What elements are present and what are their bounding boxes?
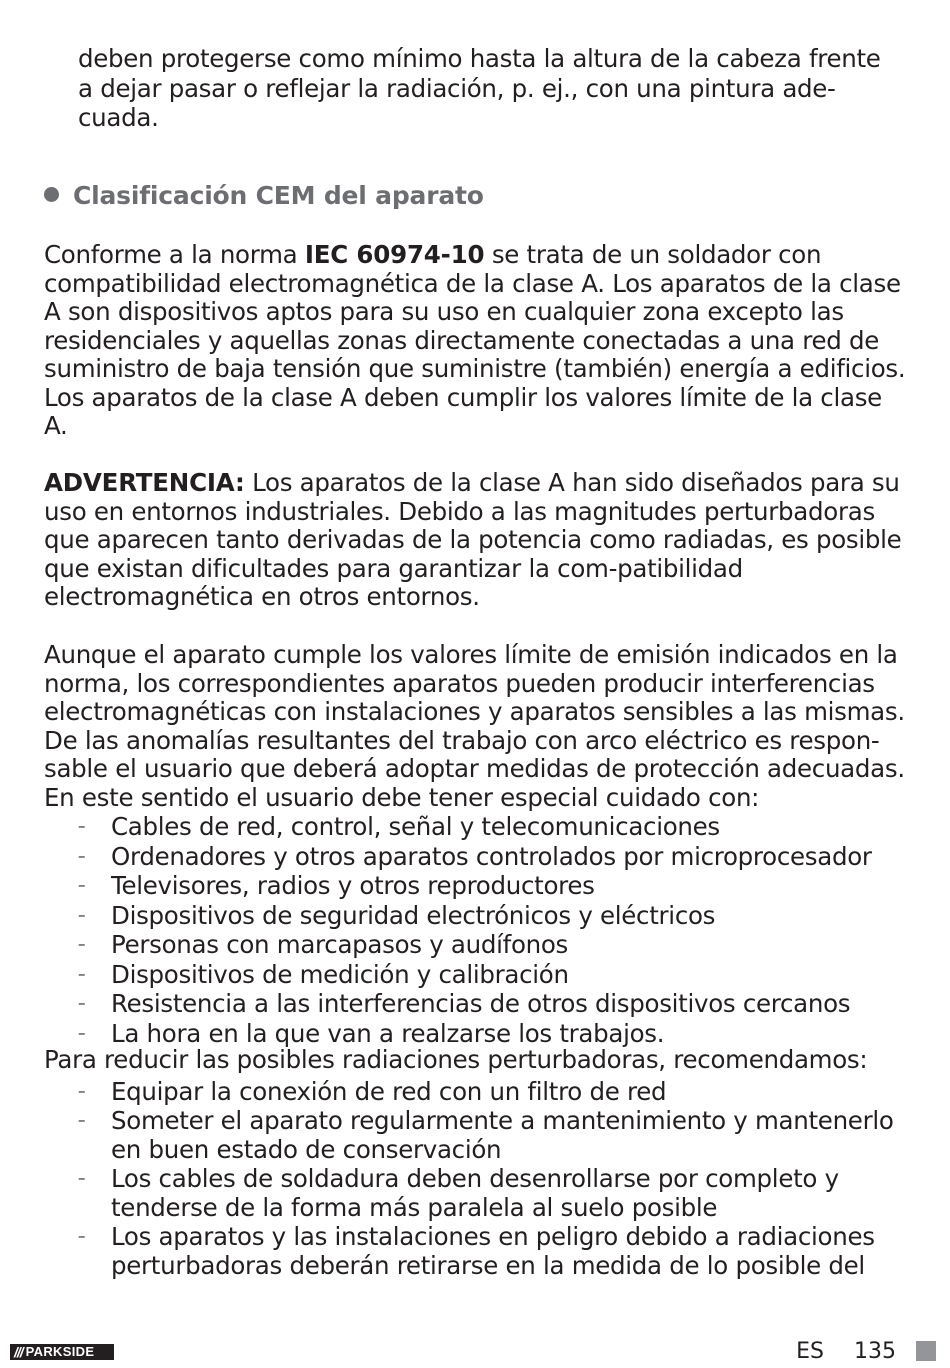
page-number: 135 <box>854 1338 896 1364</box>
intro-paragraph <box>78 44 908 133</box>
list-item <box>44 812 909 842</box>
list-item <box>44 1106 909 1164</box>
dash-icon: – <box>78 1111 86 1129</box>
list-item <box>44 1164 909 1222</box>
dash-icon: – <box>78 846 86 865</box>
dash-icon: – <box>78 905 86 924</box>
list-item-text: Cables de red, control, señal y telecomunicaciones <box>111 812 720 841</box>
page-marker-icon <box>916 1341 936 1361</box>
list-item <box>44 842 909 872</box>
intro-line: a dejar pasar o reflejar la radiación, p. ej., con una pintura ade- <box>78 73 836 103</box>
language-code: ES <box>796 1338 824 1364</box>
bullet-icon <box>44 187 59 202</box>
recommendations-list <box>44 1077 909 1280</box>
list-item-text: Someter el aparato regularmente a mantenimiento y mantenerlo en buen estado de conservación <box>111 1106 894 1164</box>
sensitive-devices-list <box>44 812 909 1048</box>
list-item <box>44 1019 909 1049</box>
dash-icon: – <box>78 1082 86 1100</box>
list-item <box>44 930 909 960</box>
list-item-text: Dispositivos de seguridad electrónicos y eléctricos <box>111 900 716 930</box>
list-item-text: Televisores, radios y otros reproductores <box>111 871 595 900</box>
list-item-text: Resistencia a las interferencias de otros dispositivos cercanos <box>111 989 851 1018</box>
emc-class-paragraph <box>44 241 909 441</box>
section-heading-text: Clasificación CEM del aparato <box>73 181 484 210</box>
warning-paragraph <box>44 469 909 612</box>
norm-reference: IEC 60974-10 <box>304 240 485 269</box>
list-item <box>44 960 909 990</box>
interference-paragraph: Aunque el aparato cumple los valores límite de emisión indicados en la norma, los correspondientes aparatos pueden producir interferencias electromagnéticas con instalaciones y aparatos sensibles a las mismas. De las anomalías resultantes del trabajo con arco eléctrico es respon-sable el usuario que deberá adoptar medidas de protección adecuadas. En este sentido el usuario debe tener especial cuidado con: <box>44 640 905 812</box>
list-item <box>44 871 909 901</box>
dash-icon: – <box>78 817 86 835</box>
list-item-text: Ordenadores y otros aparatos controlados por microprocesador <box>111 841 872 871</box>
logo-text: PARKSIDE <box>25 1344 95 1359</box>
logo-slashes: /// <box>14 1344 23 1360</box>
dash-icon: – <box>78 1169 86 1187</box>
intro-line: cuada. <box>78 103 159 132</box>
list-item <box>44 901 909 931</box>
para1-post: se trata de un soldador con compatibilidad electromagnética de la clase A. Los aparatos de la clase A son dispositivos aptos para su uso en cualquier zona excepto las residenciales y aquellas zonas directamente conectadas a una red de suministro de baja tensión que suministre (también) energía a edificios. Los aparatos de la clase A deben cumplir los valores límite de la clase A. <box>44 240 906 440</box>
intro-line: deben protegerse como mínimo hasta la altura de la cabeza frente <box>78 44 881 73</box>
warning-label: ADVERTENCIA: <box>44 468 245 497</box>
list-item <box>44 989 909 1019</box>
dash-icon: – <box>78 935 86 953</box>
list-item-text: Equipar la conexión de red con un filtro de red <box>111 1077 667 1106</box>
list-item-text: Los aparatos y las instalaciones en peligro debido a radiaciones perturbadoras deberán retirarse en la medida de lo posible del <box>111 1222 875 1280</box>
warning-text: Los aparatos de la clase A han sido diseñados para su uso en entornos industriales. Debido a las magnitudes perturbadoras que aparecen tanto derivadas de la potencia como radiadas, es posible que existan dificultades para garantizar la com-patibilidad electromagnética en otros entornos. <box>44 468 902 611</box>
list-item-text: Dispositivos de medición y calibración <box>111 959 569 989</box>
dash-icon: – <box>78 994 86 1012</box>
list-item <box>44 1222 909 1280</box>
section-heading <box>44 180 904 212</box>
list-item-text: Los cables de soldadura deben desenrollarse por completo y tenderse de la forma más paralela al suelo posible <box>111 1164 839 1222</box>
dash-icon: – <box>78 876 86 894</box>
list-item-text: Personas con marcapasos y audífonos <box>111 930 569 959</box>
page-footer <box>796 1334 936 1368</box>
dash-icon: – <box>78 964 86 983</box>
dash-icon: – <box>78 1023 86 1042</box>
para1-pre: Conforme a la norma <box>44 240 305 269</box>
list-item <box>44 1077 909 1106</box>
list-item-text: La hora en la que van a realzarse los trabajos. <box>111 1018 665 1048</box>
parkside-logo <box>10 1344 114 1360</box>
recommendation-paragraph: Para reducir las posibles radiaciones perturbadoras, recomendamos: <box>44 1045 868 1074</box>
dash-icon: – <box>78 1227 86 1245</box>
